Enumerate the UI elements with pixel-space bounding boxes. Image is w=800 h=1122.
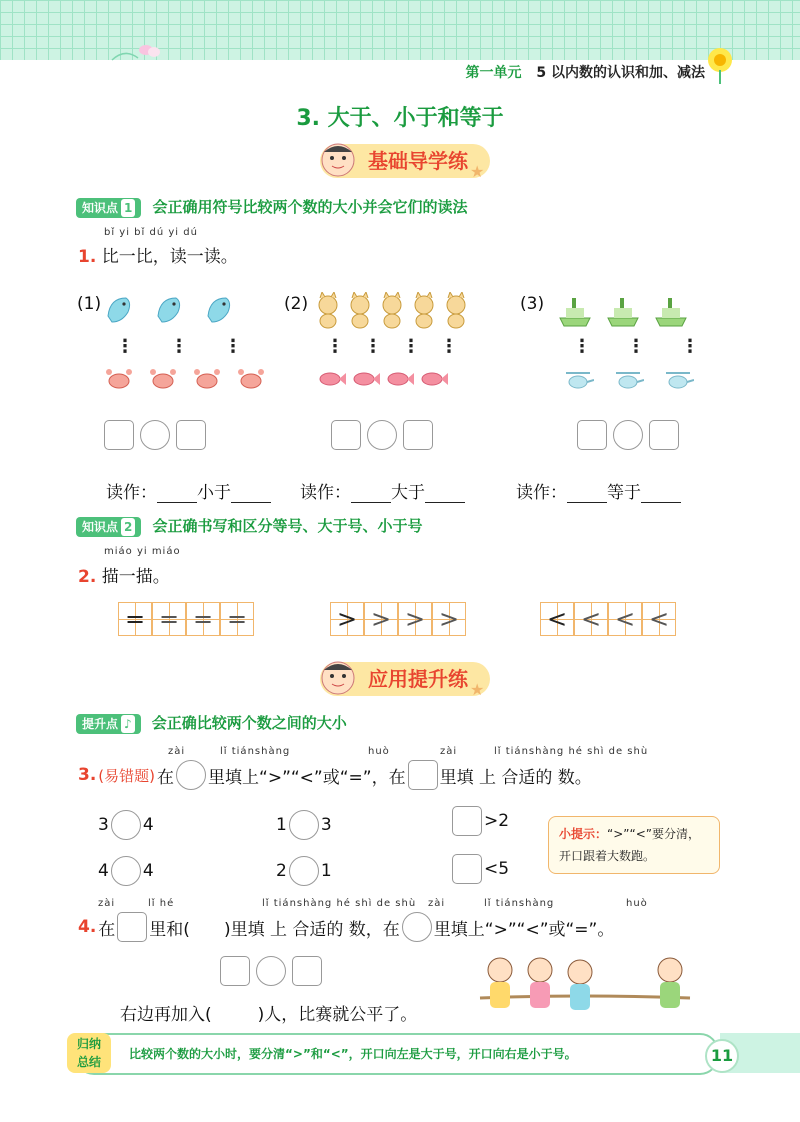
q4-pinyin-li2: lǐ tiánshàng [484, 898, 555, 909]
kid-mascot-icon [316, 658, 360, 702]
q4-pinyin-zai: zài [98, 898, 116, 909]
ship-icon [558, 296, 592, 328]
q4-pinyin-tian: lǐ tiánshàng hé shì de shù [262, 898, 417, 909]
q3-compare-2: 1 3 [276, 810, 332, 840]
q4-answer [220, 956, 322, 986]
q4-line-2 [120, 1000, 417, 1025]
crab-icon [192, 366, 222, 392]
q1-number: 1. [78, 247, 97, 267]
tug-of-war-illustration [470, 950, 700, 1030]
kp1-text: 会正确用符号比较两个数的大小并会它们的读法 [152, 198, 468, 216]
trace-cell[interactable]: > [330, 602, 364, 636]
fish-icon [420, 370, 448, 388]
fish-icon [318, 370, 346, 388]
q1-group-2-label: (2) [284, 294, 309, 314]
flower-icon [700, 44, 744, 84]
ship-row [558, 296, 688, 328]
trace-grid-equals [118, 602, 254, 636]
blank[interactable] [641, 484, 681, 503]
knowledge-point-1 [76, 196, 467, 218]
q4-text-1: 在 [98, 919, 116, 940]
q1-prompt [78, 242, 238, 267]
q1-reading-2: 读作： 大于 [300, 478, 465, 503]
trace-cell[interactable]: < [642, 602, 676, 636]
q4-pinyin-lihe: lǐ hé [148, 898, 175, 909]
star-icon: ★ [470, 162, 485, 181]
tip-label: 小提示： [559, 827, 608, 841]
knowledge-point-2 [76, 515, 422, 537]
kp3-tag: 提升点 ♪ [76, 714, 141, 734]
trace-cell[interactable]: > [398, 602, 432, 636]
answer-box[interactable] [577, 420, 607, 450]
kid-mascot-icon [316, 140, 360, 184]
q3-compare-4: 2 1 [276, 856, 332, 886]
q3-sample-box [408, 760, 438, 790]
cat-icon [378, 292, 406, 330]
crab-icon [148, 366, 178, 392]
q3-pinyin-huo: huò [368, 746, 390, 757]
q3-box-2: <5 [452, 854, 509, 884]
q3-pinyin-zai2: zài [440, 746, 458, 757]
answer-box[interactable] [220, 956, 250, 986]
q3-compare-1: 3 4 [98, 810, 154, 840]
summary-bar [75, 1033, 719, 1075]
q1-group-2-answer [331, 420, 433, 450]
q1-group-2-dots: ⋮ ⋮ ⋮ ⋮ [326, 336, 458, 357]
q4-text-3: )里填 上 合适的 数，在 [223, 919, 400, 940]
kp3-text: 会正确比较两个数之间的大小 [151, 714, 347, 732]
section-banner-basic: 基础导学练 [320, 144, 490, 178]
tip-line-2: 开口跟着大数跑。 [559, 849, 656, 863]
dolphin-icon [104, 292, 134, 328]
number-box[interactable] [452, 806, 482, 836]
cat-row [314, 292, 470, 330]
q1-reading-1: 读作： 小于 [106, 478, 271, 503]
q4-line2-b: )人，比赛就公平了。 [257, 1005, 418, 1025]
blank[interactable] [567, 484, 607, 503]
answer-box[interactable] [104, 420, 134, 450]
answer-box[interactable] [292, 956, 322, 986]
q2-text: 描一描。 [101, 567, 170, 587]
q4-prompt [78, 912, 614, 942]
compare-circle[interactable] [289, 856, 319, 886]
fish-row [318, 370, 448, 388]
answer-circle[interactable] [613, 420, 643, 450]
unit-label: 第一单元 [465, 65, 522, 81]
star-icon: ★ [470, 680, 485, 699]
trace-cell[interactable]: < [540, 602, 574, 636]
page-title: 3. 大于、小于和等于 [296, 106, 504, 131]
q1-pinyin: bǐ yi bǐ dú yi dú [104, 227, 198, 238]
summary-tag: 归纳 总结 [67, 1033, 111, 1073]
crab-icon [236, 366, 266, 392]
helicopter-row [564, 368, 694, 392]
compare-circle[interactable] [111, 856, 141, 886]
q4-pinyin-zai2: zài [428, 898, 446, 909]
q3-box-1: >2 [452, 806, 509, 836]
helicopter-icon [614, 368, 644, 392]
trace-grid-greater [330, 602, 466, 636]
q3-pinyin-li2: lǐ tiánshàng hé shì de shù [494, 746, 649, 757]
q4-number: 4. [78, 917, 97, 937]
header-text [466, 62, 706, 82]
number-box[interactable] [452, 854, 482, 884]
kp1-tag: 知识点 1 [76, 198, 141, 218]
dolphin-row [104, 292, 234, 328]
summary-text: 比较两个数的大小时，要分清“>”和“<”，开口向左是大于号，开口向右是小于号。 [129, 1047, 577, 1061]
q3-pinyin-li: lǐ tiánshàng [220, 746, 291, 757]
tip-line-1: “>”“<”要分清， [607, 827, 700, 841]
helicopter-icon [564, 368, 594, 392]
unit-subtitle: 5 以内数的认识和加、减法 [536, 65, 705, 81]
section-basic [320, 144, 490, 181]
trace-cell[interactable]: = [186, 602, 220, 636]
q1-group-3-label: (3) [520, 294, 545, 314]
answer-box[interactable] [403, 420, 433, 450]
fish-icon [386, 370, 414, 388]
q2-pinyin: miáo yi miáo [104, 546, 181, 557]
page-number: 11 [705, 1039, 739, 1073]
answer-circle[interactable] [256, 956, 286, 986]
q4-sample-box [117, 912, 147, 942]
answer-box[interactable] [649, 420, 679, 450]
q1-group-3-answer [577, 420, 679, 450]
q3-compare-3: 4 4 [98, 856, 154, 886]
cat-icon [442, 292, 470, 330]
q1-group-1-dots: ⋮ ⋮ ⋮ [116, 336, 242, 357]
q4-text-2: 里和( [149, 919, 190, 940]
q2-number: 2. [78, 567, 97, 587]
cat-icon [314, 292, 342, 330]
q2-prompt [78, 562, 170, 587]
q3-prompt [78, 760, 592, 790]
answer-box[interactable] [331, 420, 361, 450]
trace-cell[interactable]: < [608, 602, 642, 636]
ship-icon [606, 296, 640, 328]
trace-cell[interactable]: = [118, 602, 152, 636]
q4-text-4: 里填上“>”“<”或“=”。 [433, 919, 615, 940]
kp2-tag: 知识点 2 [76, 517, 141, 537]
dolphin-icon [154, 292, 184, 328]
crab-icon [104, 366, 134, 392]
cat-icon [346, 292, 374, 330]
blank[interactable] [351, 484, 391, 503]
q1-group-1-label: (1) [77, 294, 102, 314]
q4-pinyin-huo: huò [626, 898, 648, 909]
crab-row [104, 366, 266, 392]
butterfly-icon [110, 40, 170, 66]
q1-group-3-dots: ⋮ ⋮ ⋮ [573, 336, 699, 357]
section-application [320, 662, 490, 699]
q3-sample-circle [176, 760, 206, 790]
trace-cell[interactable]: = [152, 602, 186, 636]
blank[interactable] [231, 484, 271, 503]
dolphin-icon [204, 292, 234, 328]
answer-circle[interactable] [367, 420, 397, 450]
answer-circle[interactable] [140, 420, 170, 450]
answer-box[interactable] [176, 420, 206, 450]
q1-group-1-answer [104, 420, 206, 450]
q3-number: 3. [78, 765, 97, 785]
q3-tag: (易错题) [98, 766, 156, 785]
compare-circle[interactable] [289, 810, 319, 840]
q4-sample-circle [402, 912, 432, 942]
helicopter-icon [664, 368, 694, 392]
blank[interactable] [157, 484, 197, 503]
q1-text: 比一比，读一读。 [101, 247, 238, 267]
trace-cell[interactable]: = [220, 602, 254, 636]
ship-icon [654, 296, 688, 328]
kp2-text: 会正确书写和区分等号、大于号、小于号 [152, 517, 423, 535]
fish-icon [352, 370, 380, 388]
blank[interactable] [425, 484, 465, 503]
cat-icon [410, 292, 438, 330]
section-banner-application: 应用提升练 [320, 662, 490, 696]
q3-text-3: 里填 上 合适的 数。 [439, 767, 592, 788]
tip-box [548, 816, 720, 874]
improvement-point [76, 712, 347, 734]
compare-circle[interactable] [111, 810, 141, 840]
trace-cell[interactable]: > [432, 602, 466, 636]
q4-line2-a: 右边再加入( [120, 1005, 212, 1025]
header-banner [0, 0, 800, 88]
q3-text-2: 里填上“>”“<”或“=”，在 [208, 767, 406, 788]
trace-grid-less [540, 602, 676, 636]
trace-cell[interactable]: > [364, 602, 398, 636]
q1-reading-3: 读作： 等于 [516, 478, 681, 503]
trace-cell[interactable]: < [574, 602, 608, 636]
q3-text-1: 在 [157, 767, 175, 788]
q3-pinyin-zai: zài [168, 746, 186, 757]
